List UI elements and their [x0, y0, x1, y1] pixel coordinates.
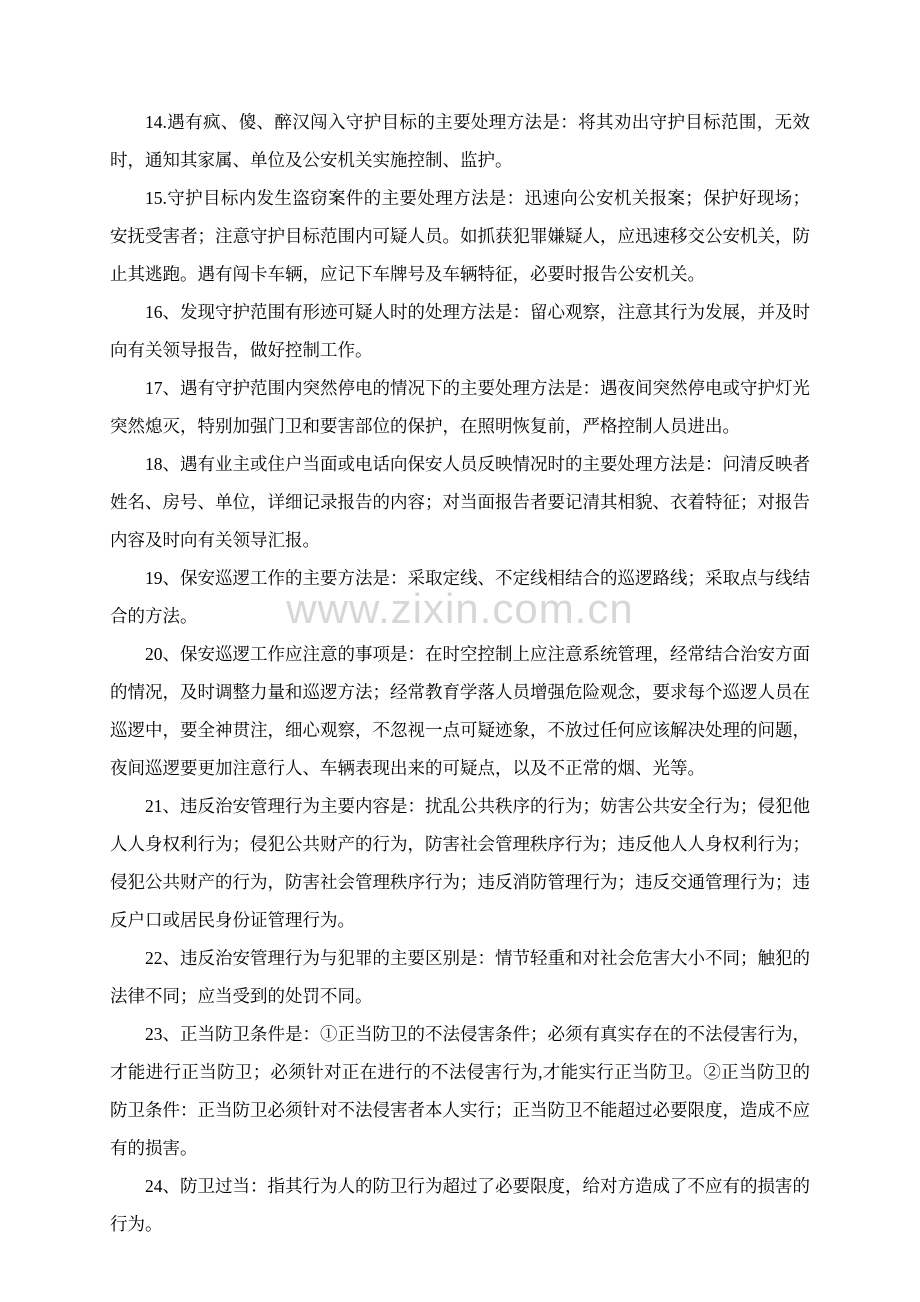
paragraph-item-17: 17、遇有守护范围内突然停电的情况下的主要处理方法是：遇夜间突然停电或守护灯光突然熄灭，特别加强门卫和要害部位的保护，在照明恢复前，严格控制人员进出。 — [110, 378, 810, 436]
paragraph-item-20: 20、保安巡逻工作应注意的事项是：在时空控制上应注意系统管理，经常结合治安方面的情况，及时调整力量和巡逻方法；经常教育学落人员增强危险观念，要求每个巡逻人员在巡逻中，要全神贯注，细心观察，不忽视一点可疑迹象，不放过任何应该解决处理的问题，夜间巡逻要更加注意行人、车辆表现出来的可疑点，以及不正常的烟、光等。 — [110, 644, 810, 778]
paragraph-item-21: 21、违反治安管理行为主要内容是：扰乱公共秩序的行为；妨害公共安全行为；侵犯他人人身权利行为；侵犯公共财产的行为，防害社会管理秩序行为；违反他人人身权利行为；侵犯公共财产的行为，防害社会管理秩序行为；违反消防管理行为；违反交通管理行为；违反户口或居民身份证管理行为。 — [110, 796, 810, 930]
paragraph-item-24: 24、防卫过当：指其行为人的防卫行为超过了必要限度，给对方造成了不应有的损害的行为。 — [110, 1176, 810, 1234]
watermark-text: www.zixin.com.cn — [286, 585, 634, 632]
paragraph-item-19: 19、保安巡逻工作的主要方法是：采取定线、不定线相结合的巡逻路线；采取点与线结合的方法。 — [110, 568, 810, 626]
paragraph-item-15: 15.守护目标内发生盗窃案件的主要处理方法是：迅速向公安机关报案；保护好现场；安抚受害者；注意守护目标范围内可疑人员。如抓获犯罪嫌疑人，应迅速移交公安机关，防止其逃跑。遇有闯卡车辆，应记下车牌号及车辆特征，必要时报告公安机关。 — [110, 188, 810, 284]
paragraph-item-22: 22、违反治安管理行为与犯罪的主要区别是：情节轻重和对社会危害大小不同；触犯的法律不同；应当受到的处罚不同。 — [110, 948, 810, 1006]
paragraph-item-23: 23、正当防卫条件是：①正当防卫的不法侵害条件；必须有真实存在的不法侵害行为，才能进行正当防卫；必须针对正在进行的不法侵害行为,才能实行正当防卫。②正当防卫的防卫条件：正当防卫必须针对不法侵害者本人实行；正当防卫不能超过必要限度，造成不应有的损害。 — [110, 1024, 810, 1158]
paragraph-item-18: 18、遇有业主或住户当面或电话向保安人员反映情况时的主要处理方法是：问清反映者姓名、房号、单位，详细记录报告的内容；对当面报告者要记清其相貌、衣着特征；对报告内容及时向有关领导汇报。 — [110, 454, 810, 550]
paragraph-item-14: 14.遇有疯、傻、醉汉闯入守护目标的主要处理方法是：将其劝出守护目标范围，无效时，通知其家属、单位及公安机关实施控制、监护。 — [110, 112, 810, 170]
document-body — [110, 103, 810, 1243]
paragraph-item-16: 16、发现守护范围有形迹可疑人时的处理方法是：留心观察，注意其行为发展，并及时向有关领导报告，做好控制工作。 — [110, 302, 810, 360]
